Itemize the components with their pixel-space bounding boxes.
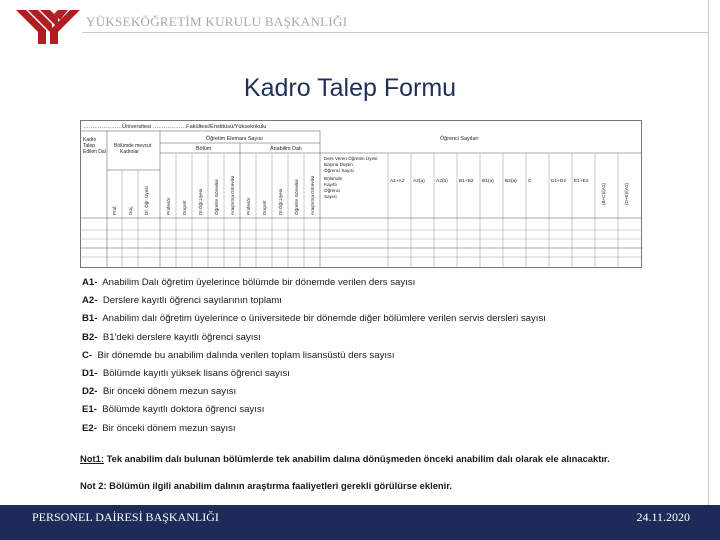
- ogrenci-col-5: B2(a): [505, 179, 517, 184]
- note-2: [80, 480, 660, 491]
- bolum-kayitli-3: Öğrenci: [324, 188, 341, 193]
- anabilim-col-4: Araştırma Görevlisi: [310, 175, 315, 215]
- ogrenci-col-8: E1+E2: [574, 179, 589, 184]
- legend-item-b2: B2- B1'deki derslere kayıtlı öğrenci sayısı: [82, 331, 261, 343]
- ogrenci-col-0: A1+A2: [390, 179, 405, 184]
- note-1-label: Not1:: [80, 453, 104, 464]
- ogretim-elemani-header: Öğretim Elemanı Sayısı: [206, 136, 263, 142]
- legend-item-d1: D1- Bölümde kayıtlı yüksek lisans öğrenci sayısı: [82, 367, 290, 379]
- anabilim-col-2: Dr.Öğr.Üyesi: [278, 188, 283, 215]
- legend-item-e1: E1- Bölümde kayıtlı doktora öğrenci sayısı: [82, 404, 265, 416]
- ogr-uyesi-2: Başına Düşen: [324, 162, 353, 167]
- header-rule: [82, 32, 709, 33]
- bolum-kayitli-4: Sayısı: [324, 194, 337, 199]
- anabilim-col-3: Öğretim Görevlisi: [294, 179, 299, 215]
- legend-item-a1: A1- Anabilim Dalı öğretim üyelerince bölümde bir dönemde verilen ders sayısı: [82, 277, 416, 288]
- page-title: Kadro Talep Formu: [243, 74, 457, 102]
- ogr-uyesi-1: Ders Veren Öğretim Üyesi: [324, 156, 378, 161]
- bolum-header: Bölüm: [196, 146, 212, 152]
- form-top-line: …………………Üniversitesi ………………Fakültesi/Enstitüsü/Yüksekokulu: [83, 124, 267, 130]
- anabilim-col-1: Doçent: [262, 200, 267, 215]
- mevcut-col-1: Doç.: [128, 205, 133, 215]
- bolum-kayitli-2: Kayıtlı: [324, 182, 337, 187]
- ogrenci-header: Öğrenci Sayıları: [440, 136, 479, 142]
- bolum-col-4: Araştırma Görevlisi: [230, 175, 235, 215]
- anabilim-header: Anabilim Dalı: [270, 146, 302, 152]
- legend-item-d2: D2- Bir önceki dönem mezun sayısı: [82, 386, 237, 398]
- right-rule: [708, 0, 709, 505]
- legend-item-b1: B1- Anabilim dalı öğretim üyelerince o üniversitede bir dönemde diğer bölümlere verilen servis dersleri sayısı: [82, 313, 546, 325]
- anabilim-col-0: Profesör: [246, 197, 251, 215]
- kadro-label-3: Edilen Dal: [83, 149, 106, 155]
- mevcut-label-2: Kadrolar: [120, 149, 139, 155]
- ogrenci-col-1: A2(a): [413, 179, 425, 184]
- note-2-label: Not 2:: [80, 480, 107, 491]
- mevcut-label-1: Bölümde mevcut: [114, 143, 152, 149]
- bolum-col-3: Öğretim Görevlisi: [214, 179, 219, 215]
- bolum-col-0: Profesör: [166, 197, 171, 215]
- ogrenci-col-2: A2(b): [436, 179, 448, 184]
- ogrenci-col-7: D1+D2: [551, 179, 567, 184]
- kadro-talep-table: [80, 120, 642, 268]
- mevcut-col-0: Prof.: [112, 205, 117, 215]
- ogrenci-col-10: (D+E)/(A2): [624, 182, 629, 205]
- mevcut-col-2: Dr. Öğr. Üyesi: [144, 186, 149, 215]
- bolum-kayitli-1: Bölümde: [324, 176, 343, 181]
- ogrenci-col-3: B1+B2: [459, 179, 474, 184]
- kadro-label-2: Talep: [83, 143, 95, 149]
- legend-list: [82, 276, 682, 440]
- kadro-label-1: Kadro: [83, 137, 97, 143]
- note-1-text: Tek anabilim dalı bulunan bölümlerde tek anabilim dalına dönüşmeden önceki anabilim dalı olarak ele alınacaktır.: [106, 453, 610, 464]
- footer-department: PERSONEL DAİRESİ BAŞKANLIĞI: [32, 510, 219, 524]
- note-2-text: Bölümün ilgili anabilim dalının araştırma faaliyetleri gerekli görülürse eklenir.: [109, 480, 452, 491]
- ogrenci-col-6: C: [528, 179, 532, 184]
- bolum-col-1: Doçent: [182, 200, 187, 215]
- footer-date: 24.11.2020: [636, 510, 690, 524]
- ogr-uyesi-3: Öğrenci Sayısı: [324, 168, 355, 173]
- legend-item-a2: A2- Derslere kayıtlı öğrenci sayılarının toplamı: [82, 295, 282, 307]
- bolum-col-2: Dr.Öğr.Üyesi: [198, 188, 203, 215]
- legend-item-e2: E2- Bir önceki dönem mezun sayısı: [82, 422, 236, 434]
- legend-item-c: C- Bir dönemde bu anabilim dalında verilen toplam lisansüstü ders sayısı: [82, 349, 395, 361]
- ogrenci-col-9: (B+C)/(A2): [601, 182, 606, 205]
- organization-name: YÜKSEKÖĞRETİM KURULU BAŞKANLIĞI: [86, 14, 348, 29]
- yok-logo: [16, 10, 80, 44]
- note-1: [80, 454, 660, 463]
- ogrenci-col-4: B1(a): [482, 179, 494, 184]
